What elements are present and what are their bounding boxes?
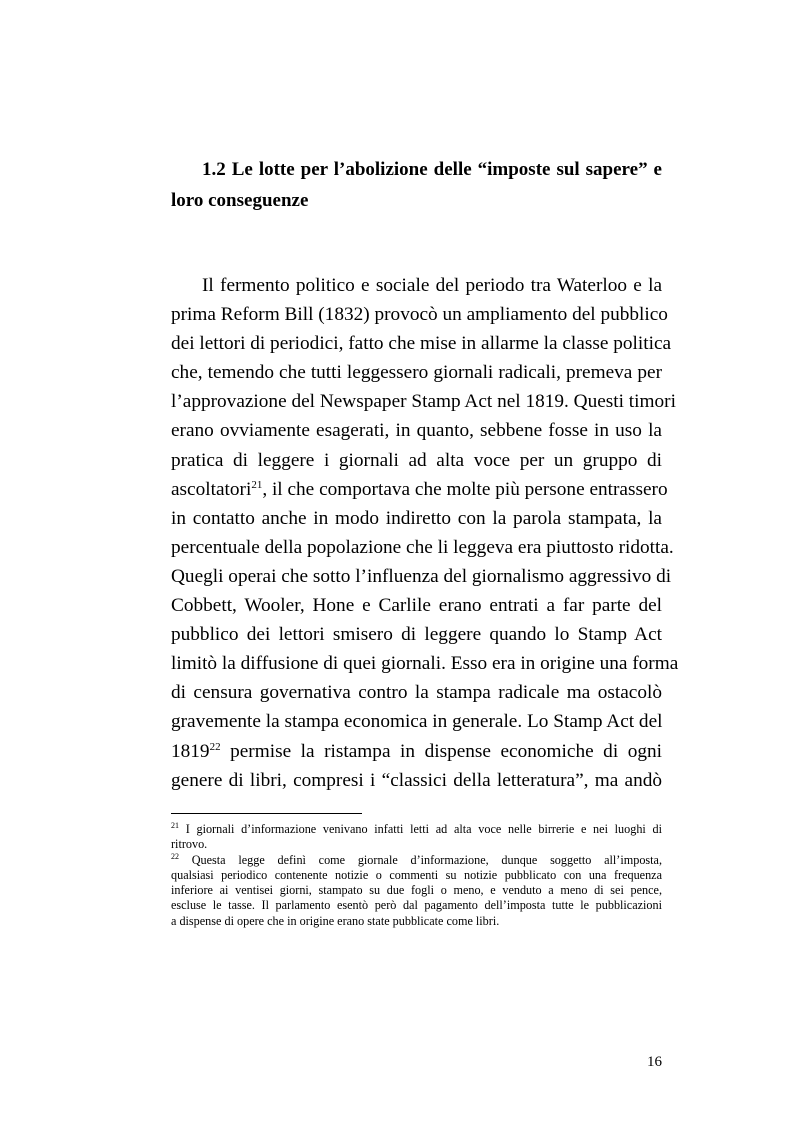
footnote-21 bbox=[171, 822, 662, 853]
footnote-number: 22 bbox=[171, 851, 179, 861]
body-line: Cobbett, Wooler, Hone e Carlile erano entrati a far parte del bbox=[171, 595, 662, 617]
body-line: erano ovviamente esagerati, in quanto, sebbene fosse in uso la bbox=[171, 420, 662, 442]
footnote-22 bbox=[171, 853, 662, 929]
footnote-line: a dispense di opere che in origine erano state pubblicate come libri. bbox=[171, 913, 500, 928]
footnote-line bbox=[171, 853, 662, 868]
footnote-ref-21[interactable]: 21 bbox=[251, 478, 263, 491]
body-line: percentuale della popolazione che li leggeva era piuttosto ridotta. bbox=[171, 536, 674, 558]
footnote-separator bbox=[171, 813, 362, 814]
footnote-line: qualsiasi periodico contenente notizie o commenti su notizie pubblicato con una frequenza bbox=[171, 867, 662, 882]
body-text-segment: , il che comportava che molte più persone entrassero bbox=[262, 478, 668, 500]
footnote-text: I giornali d’informazione venivano infatti letti ad alta voce nelle birrerie e nei luoghi di bbox=[179, 822, 662, 836]
footnote-line: ritrovo. bbox=[171, 837, 208, 852]
footnote-number: 21 bbox=[171, 821, 179, 830]
body-line: pratica di leggere i giornali ad alta voce per un gruppo di bbox=[171, 449, 662, 471]
body-line: che, temendo che tutti leggessero giornali radicali, premeva per bbox=[171, 362, 662, 384]
section-heading: 1.2 Le lotte per l’abolizione delle “imposte sul sapere” e loro conseguenze bbox=[171, 159, 662, 211]
footnotes bbox=[171, 822, 662, 929]
body-line: dei lettori di periodici, fatto che mise in allarme la classe politica bbox=[171, 333, 672, 355]
body-line bbox=[171, 737, 662, 766]
body-line: limitò la diffusione di quei giornali. Esso era in origine una forma bbox=[171, 653, 679, 675]
body-line: genere di libri, compresi i “classici della letteratura”, ma andò bbox=[171, 769, 662, 791]
body-line: Quegli operai che sotto l’influenza del giornalismo aggressivo di bbox=[171, 565, 672, 587]
body-text-segment: ascoltatori bbox=[171, 478, 252, 500]
footnote-line bbox=[171, 822, 662, 837]
footnote-line: inferiore ai ventisei giorni, stampato su due fogli o meno, e venduto a meno di sei pence, bbox=[171, 883, 662, 898]
body-line: di censura governativa contro la stampa radicale ma ostacolò bbox=[171, 682, 662, 704]
body-line: prima Reform Bill (1832) provocò un ampliamento del pubblico bbox=[171, 304, 668, 326]
body-line: l’approvazione del Newspaper Stamp Act nel 1819. Questi timori bbox=[171, 391, 676, 413]
body-line: pubblico dei lettori smisero di leggere quando lo Stamp Act bbox=[171, 624, 662, 646]
body-line: in contatto anche in modo indiretto con la parola stampata, la bbox=[171, 507, 662, 529]
footnote-line: escluse le tasse. Il parlamento esentò però dal pagamento dell’imposta tutte le pubblicazioni bbox=[171, 898, 662, 913]
page-number: 16 bbox=[647, 1054, 662, 1070]
body-text-segment: permise la ristampa in dispense economiche di ogni bbox=[220, 740, 662, 762]
footnote-ref-22[interactable]: 22 bbox=[209, 740, 221, 753]
body-text bbox=[171, 271, 679, 795]
body-text-segment: 1819 bbox=[171, 740, 210, 762]
footnote-text: Questa legge definì come giornale d’informazione, dunque soggetto all’imposta, bbox=[179, 852, 662, 867]
body-line: Il fermento politico e sociale del periodo tra Waterloo e la bbox=[202, 275, 662, 296]
body-line bbox=[171, 475, 668, 504]
body-line: gravemente la stampa economica in generale. Lo Stamp Act del bbox=[171, 711, 663, 733]
